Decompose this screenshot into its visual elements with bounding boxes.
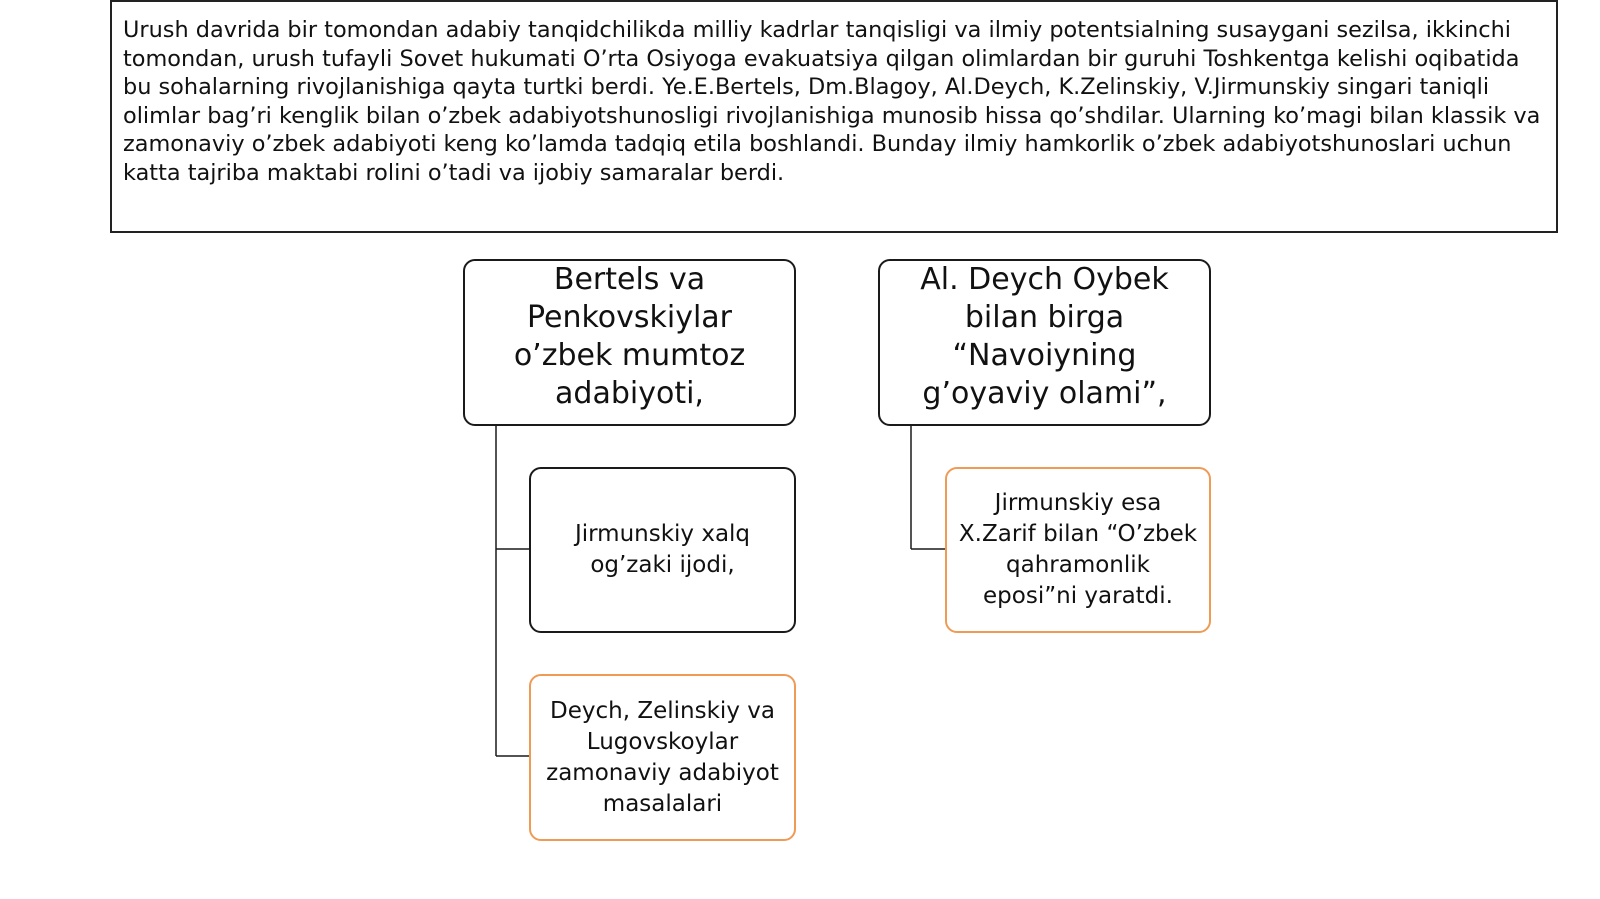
right-parent-node: [878, 259, 1211, 426]
left-parent-node: [463, 259, 796, 426]
intro-paragraph: Urush davrida bir tomondan adabiy tanqidchilikda milliy kadrlar tanqisligi va ilmiy potentsialning susaygani sezilsa, ikkinchi tomondan, urush tufayli Sovet hukumati O’rta Osiyoga evakuatsiya qilgan olimlardan bir guruhi Toshkentga kelishi oqibatida bu sohalarning rivojlanishiga qayta turtki berdi. Ye.E.Bertels, Dm.Blagoy, Al.Deych, K.Zelinskiy, V.Jirmunskiy singari taniqli olimlar bag’ri kenglik bilan o’zbek adabiyotshunosligi rivojlanishiga munosib hissa qo’shdilar. Ularning ko’magi bilan klassik va zamonaviy o’zbek adabiyoti keng ko’lamda tadqiq etila boshlandi. Bunday ilmiy hamkorlik o’zbek adabiyotshunoslari uchun katta tajriba maktabi rolini o’tadi va ijobiy samaralar berdi.: [123, 17, 1541, 186]
left-child-2-label: Deych, Zelinskiy va Lugovskoylar zamonaviy adabiyot masalalari: [546, 697, 779, 817]
right-parent-label: Al. Deych Oybek bilan birga “Navoiyning g’oyaviy olami”,: [920, 261, 1169, 411]
left-child-node-1: [529, 467, 796, 633]
right-child-1-label: Jirmunskiy esa X.Zarif bilan “O’zbek qahramonlik eposi”ni yaratdi.: [958, 490, 1198, 609]
left-child-1-label: Jirmunskiy xalq og’zaki ijodi,: [574, 521, 751, 578]
left-parent-label: Bertels va Penkovskiylar o’zbek mumtoz adabiyoti,: [513, 261, 746, 411]
left-child-node-2: [529, 674, 796, 841]
intro-text-box: [110, 0, 1558, 233]
right-child-node-1: [945, 467, 1211, 633]
